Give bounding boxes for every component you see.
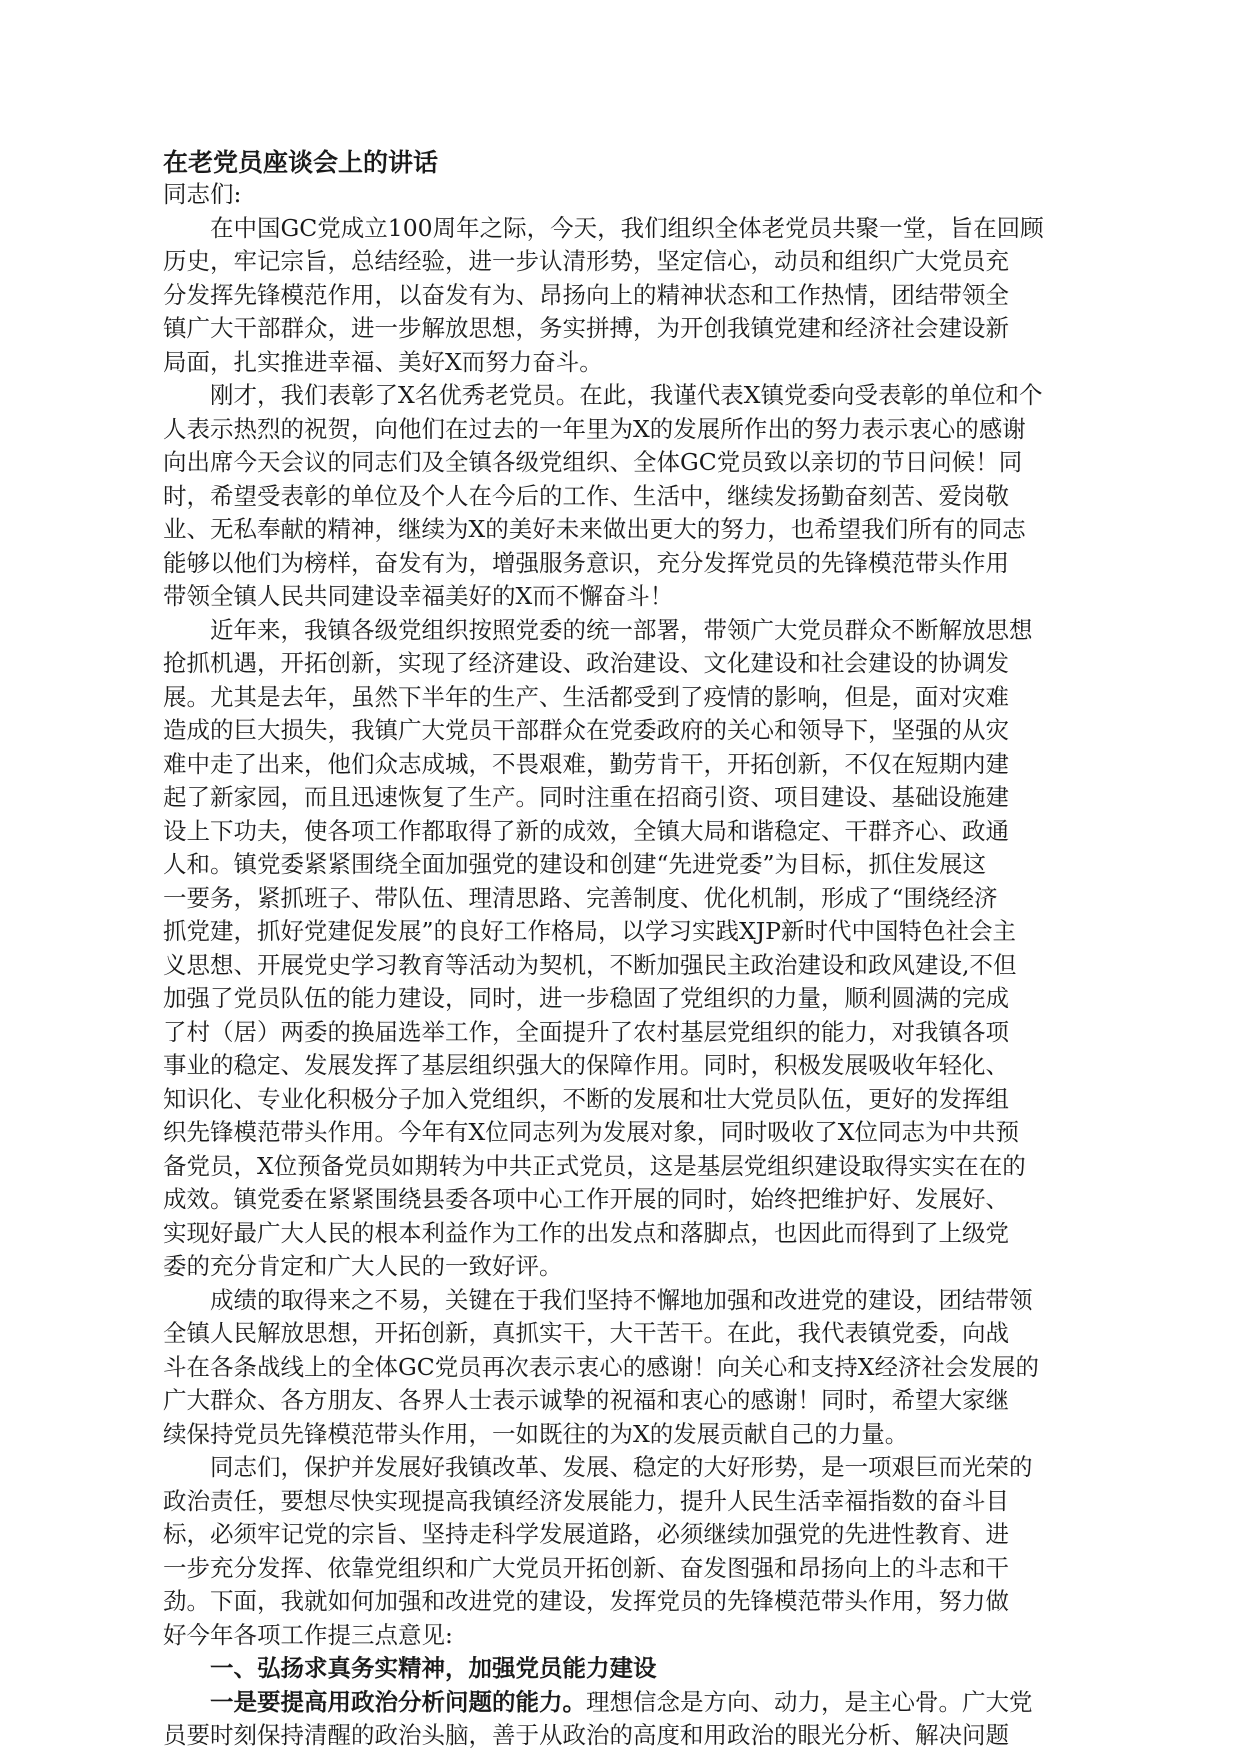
paragraph-line: 抓党建，抓好党建促发展”的良好工作格局，以学习实践XJP新时代中国特色社会主 [163,917,1016,945]
paragraph-line: 设上下功夫，使各项工作都取得了新的成效，全镇大局和谐稳定、干群齐心、政通 [163,816,1009,845]
document-page [163,148,1103,1753]
paragraph-line: 一要务，紧抓班子、带队伍、理清思路、完善制度、优化机制，形成了“围绕经济 [163,883,998,912]
paragraph-line: 镇广大干部群众，进一步解放思想，务实拼搏，为开创我镇党建和经济社会建设新 [163,314,1009,342]
paragraph-line: 织先锋模范带头作用。今年有X位同志列为发展对象，同时吸收了X位同志为中共预 [163,1118,1019,1146]
paragraph [163,379,1103,614]
paragraph-line: 成效。镇党委在紧紧围绕县委各项中心工作开展的同时，始终把维护好、发展好、 [163,1185,1009,1213]
lead-line-rest: 理想信念是方向、动力，是主心骨。广大党 [586,1687,1033,1716]
salutation: 同志们: [163,180,242,208]
paragraph-line: 起了新家园，而且迅速恢复了生产。同时注重在招商引资、项目建设、基础设施建 [163,783,1009,811]
paragraph [163,1284,1103,1452]
body-paragraphs [163,212,1103,1653]
document-title: 在老党员座谈会上的讲话 [163,148,439,177]
paragraph-line: 政治责任，要想尽快实现提高我镇经济发展能力，提升人民生活幸福指数的奋斗目 [163,1486,1009,1515]
paragraph-line: 加强了党员队伍的能力建设，同时，进一步稳固了党组织的力量，顺利圆满的完成 [163,984,1009,1012]
paragraph-line: 备党员，X位预备党员如期转为中共正式党员，这是基层党组织建设取得实实在在的 [163,1151,1026,1180]
paragraph-point-one [163,1686,1103,1753]
paragraph-line: 成绩的取得来之不易，关键在于我们坚持不懈地加强和改进党的建设，团结带领 [210,1285,1033,1314]
paragraph-line: 标，必须牢记党的宗旨、坚持走科学发展道路，必须继续加强党的先进性教育、进 [163,1520,1009,1548]
paragraph-line: 在中国GC党成立100周年之际，今天，我们组织全体老党员共聚一堂，旨在回顾 [210,213,1044,242]
paragraph [163,1451,1103,1652]
paragraph-line: 刚才，我们表彰了X名优秀老党员。在此，我谨代表X镇党委向受表彰的单位和个 [210,381,1043,409]
paragraph-line: 全镇人民解放思想，开拓创新，真抓实干，大干苦干。在此，我代表镇党委，向战 [163,1319,1009,1347]
paragraph-line: 抢抓机遇，开拓创新，实现了经济建设、政治建设、文化建设和社会建设的协调发 [163,649,1009,677]
paragraph-line: 劲。下面，我就如何加强和改进党的建设，发挥党员的先锋模范带头作用，努力做 [163,1587,1009,1615]
lead-sentence: 一是要提高用政治分析问题的能力。 [210,1687,586,1716]
paragraph-line: 一步充分发挥、依靠党组织和广大党员开拓创新、奋发图强和昂扬向上的斗志和干 [163,1553,1009,1582]
paragraph-line: 分发挥先锋模范作用，以奋发有为、昂扬向上的精神状态和工作热情，团结带领全 [163,280,1009,309]
paragraph-line: 展。尤其是去年，虽然下半年的生产、生活都受到了疫情的影响，但是，面对灾难 [163,682,1009,711]
paragraph-line: 近年来，我镇各级党组织按照党委的统一部署，带领广大党员群众不断解放思想 [210,615,1033,644]
paragraph-line: 历史，牢记宗旨，总结经验，进一步认清形势，坚定信心，动员和组织广大党员充 [163,247,1009,275]
paragraph-line: 员要时刻保持清醒的政治头脑，善于从政治的高度和用政治的眼光分析、解决问题 [163,1721,1009,1749]
paragraph-line: 人和。镇党委紧紧围绕全面加强党的建设和创建“先进党委”为目标，抓住发展这 [163,850,987,878]
paragraph-line: 同志们，保护并发展好我镇改革、发展、稳定的大好形势，是一项艰巨而光荣的 [210,1453,1033,1481]
section-heading: 一、弘扬求真务实精神，加强党员能力建设 [210,1654,657,1682]
paragraph [163,614,1103,1284]
paragraph-line: 时，希望受表彰的单位及个人在今后的工作、生活中，继续发扬勤奋刻苦、爱岗敬 [163,481,1009,510]
paragraph-line: 造成的巨大损失，我镇广大党员干部群众在党委政府的关心和领导下，坚强的从灾 [163,716,1009,744]
paragraph-line: 好今年各项工作提三点意见: [163,1620,453,1649]
paragraph [163,212,1103,380]
paragraph-line: 局面，扎实推进幸福、美好X而努力奋斗。 [163,347,603,376]
paragraph-line: 义思想、开展党史学习教育等活动为契机，不断加强民主政治建设和政风建设,不但 [163,950,1017,979]
paragraph-line: 实现好最广大人民的根本利益作为工作的出发点和落脚点，也因此而得到了上级党 [163,1218,1009,1247]
paragraph-line: 续保持党员先锋模范带头作用，一如既往的为X的发展贡献自己的力量。 [163,1419,909,1448]
paragraph-line: 事业的稳定、发展发挥了基层组织强大的保障作用。同时，积极发展吸收年轻化、 [163,1051,1009,1079]
paragraph-line: 斗在各条战线上的全体GC党员再次表示衷心的感谢！向关心和支持X经济社会发展的 [163,1352,1039,1381]
paragraph-line: 业、无私奉献的精神，继续为X的美好未来做出更大的努力，也希望我们所有的同志 [163,515,1026,543]
paragraph-line: 能够以他们为榜样，奋发有为，增强服务意识，充分发挥党员的先锋模范带头作用 [163,548,1009,577]
paragraph-line: 难中走了出来，他们众志成城，不畏艰难，勤劳肯干，开拓创新，不仅在短期内建 [163,749,1009,778]
paragraph-line: 向出席今天会议的同志们及全镇各级党组织、全体GC党员致以亲切的节日问候！同 [163,448,1023,476]
paragraph-line: 人表示热烈的祝贺，向他们在过去的一年里为X的发展所作出的努力表示衷心的感谢 [163,414,1026,443]
paragraph-line: 委的充分肯定和广大人民的一致好评。 [163,1252,563,1280]
paragraph-line: 知识化、专业化积极分子加入党组织，不断的发展和壮大党员队伍，更好的发挥组 [163,1084,1009,1113]
paragraph-line [163,1686,1103,1720]
paragraph-line: 带领全镇人民共同建设幸福美好的X而不懈奋斗！ [163,582,674,610]
paragraph-line: 了村（居）两委的换届选举工作，全面提升了农村基层党组织的能力，对我镇各项 [163,1017,1009,1046]
paragraph-line: 广大群众、各方朋友、各界人士表示诚挚的祝福和衷心的感谢！同时，希望大家继 [163,1386,1009,1414]
